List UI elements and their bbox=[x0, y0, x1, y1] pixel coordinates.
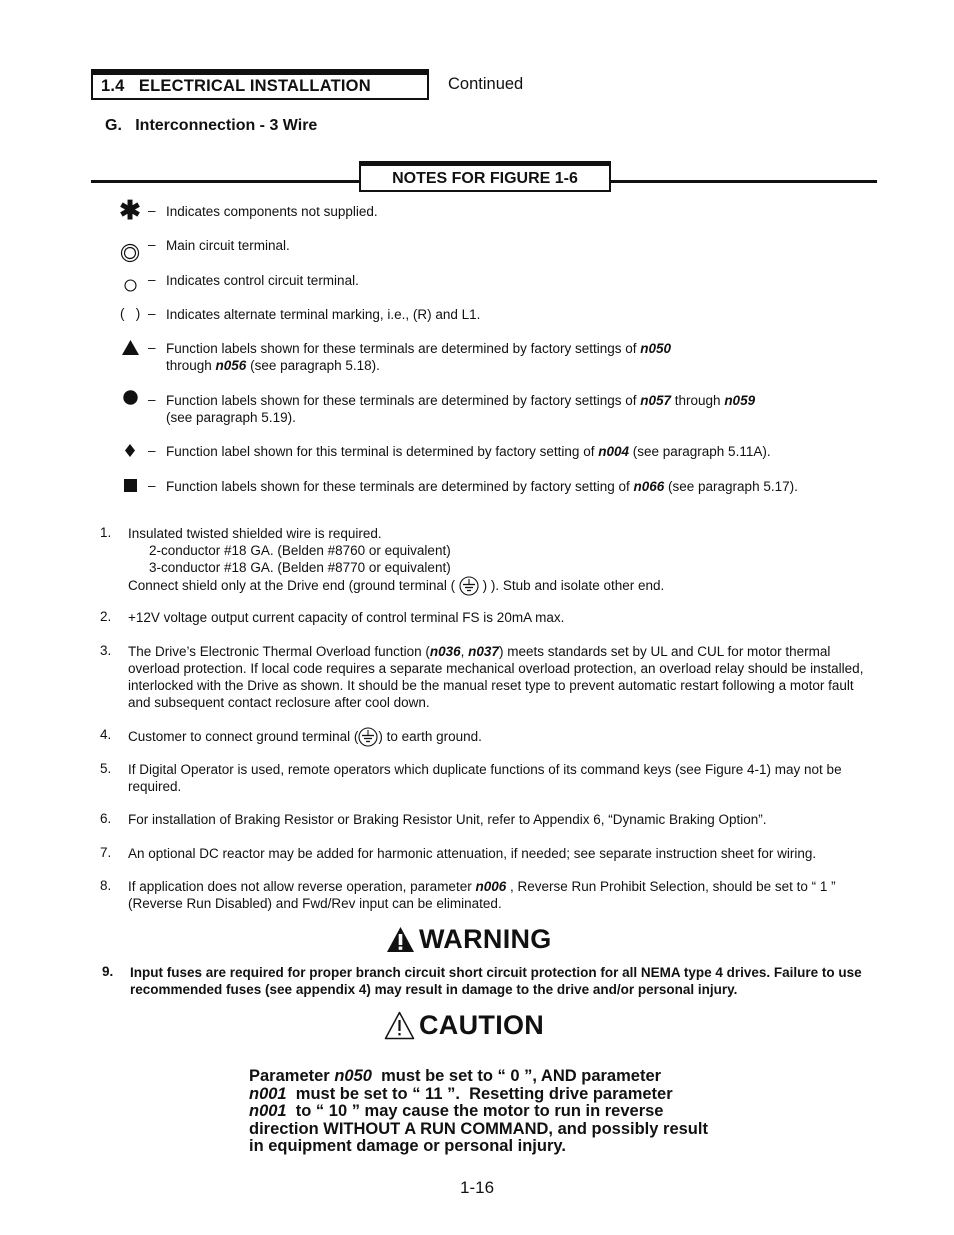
legend-dash: – bbox=[148, 272, 156, 287]
note-4-text: Customer to connect ground terminal ( ) to earth ground. bbox=[128, 727, 873, 747]
legend-dash: – bbox=[148, 203, 156, 218]
legend-dash: – bbox=[148, 340, 156, 355]
note-2-text: +12V voltage output current capacity of control terminal FS is 20mA max. bbox=[128, 610, 565, 625]
note-number: 3. bbox=[100, 643, 112, 658]
warning-header bbox=[386, 924, 552, 955]
note-8-text: If application does not allow reverse operation, parameter n006 , Reverse Run Prohibit Selection, should be set to “ 1 ” (Reverse Run Disabled) and Fwd/Rev input can be eliminated. bbox=[128, 879, 836, 911]
legend-control-circuit-text: Indicates control circuit terminal. bbox=[166, 273, 359, 288]
legend-asterisk-text: Indicates components not supplied. bbox=[166, 204, 378, 219]
note-1-text: Insulated twisted shielded wire is required. 2-conductor #18 GA. (Belden #8760 or equivalent) 3-conductor #18 GA. (Belden #8770 or equivalent) Connect shield only at the Drive end (ground terminal ( ) ). Stub and isolate other end. bbox=[128, 525, 873, 596]
note-5-text: If Digital Operator is used, remote operators which duplicate functions of its command keys (see Figure 4-1) may not be required. bbox=[128, 762, 842, 794]
legend-dash: – bbox=[148, 478, 156, 493]
caution-text: Parameter n050 must be set to “ 0 ”, AND parameter n001 must be set to “ 11 ”. Resetting drive parameter n001 to “ 10 ” may cause the motor to run in reverse direction WITHOUT A RUN COMMAND, and possibly result in equipment damage or personal injury. bbox=[249, 1067, 708, 1156]
asterisk-icon: ✱ bbox=[119, 195, 141, 225]
continued-label: Continued bbox=[448, 75, 524, 93]
note-number: 6. bbox=[100, 811, 112, 826]
note-3-text: The Drive’s Electronic Thermal Overload function (n036, n037) meets standards set by UL and CUL for motor thermal overload protection. If local code requires a separate mechanical overload protection, an overload relay should be installed, interlocked with the Drive as shown. It should be the manual reset type to prevent automatic restart following a motor fault and subsequent contact reclosure after cool down. bbox=[128, 644, 864, 710]
open-circle-icon bbox=[118, 278, 142, 292]
note-number: 7. bbox=[100, 845, 112, 860]
legend-diamond-text: Function label shown for this terminal is determined by factory setting of n004 (see paragraph 5.11A). bbox=[166, 444, 771, 459]
page-number: 1-16 bbox=[460, 1178, 495, 1197]
note-7-text: An optional DC reactor may be added for harmonic attenuation, if needed; see separate instruction sheet for wiring. bbox=[128, 846, 817, 861]
warning-text: Input fuses are required for proper branch circuit short circuit protection for all NEMA type 4 drives. Failure to use recommended fuses (see appendix 4) may result in damage to the drive and/or personal injury. bbox=[130, 965, 862, 997]
note-number: 4. bbox=[100, 727, 112, 742]
warning-triangle-icon bbox=[386, 926, 415, 953]
caution-triangle-icon bbox=[384, 1011, 415, 1040]
filled-triangle-icon bbox=[118, 339, 142, 355]
note-number: 2. bbox=[100, 609, 112, 624]
legend-dash: – bbox=[148, 306, 156, 321]
warning-title: WARNING bbox=[419, 924, 552, 954]
caution-title: CAUTION bbox=[419, 1010, 545, 1040]
note-6-text: For installation of Braking Resistor or Braking Resistor Unit, refer to Appendix 6, “Dynamic Braking Option”. bbox=[128, 812, 767, 827]
note-number: 1. bbox=[100, 525, 112, 540]
double-circle-icon bbox=[118, 242, 142, 264]
notes-banner bbox=[359, 161, 611, 192]
note-number: 5. bbox=[100, 761, 112, 776]
legend-dash: – bbox=[148, 392, 156, 407]
legend-dash: – bbox=[148, 237, 156, 252]
legend-dash: – bbox=[148, 443, 156, 458]
banner-rule-right bbox=[609, 180, 877, 183]
caution-header bbox=[384, 1010, 544, 1041]
parentheses-symbol: ( ) bbox=[120, 306, 141, 321]
legend-triangle-text: Function labels shown for these terminals are determined by factory settings of n050 through n056 (see paragraph 5.18). bbox=[166, 341, 672, 373]
filled-square-icon bbox=[118, 478, 142, 492]
subheading: G. Interconnection - 3 Wire bbox=[105, 117, 318, 134]
legend-alternate-text: Indicates alternate terminal marking, i.e., (R) and L1. bbox=[166, 307, 481, 322]
banner-rule-left bbox=[91, 180, 361, 183]
note-number: 8. bbox=[100, 878, 112, 893]
legend-main-circuit-text: Main circuit terminal. bbox=[166, 238, 290, 253]
notes-banner-title: NOTES FOR FIGURE 1-6 bbox=[392, 169, 578, 187]
note-number: 9. bbox=[102, 964, 114, 979]
section-title: 1.4 ELECTRICAL INSTALLATION bbox=[101, 77, 371, 95]
legend-square-text: Function labels shown for these terminals are determined by factory setting of n066 (see paragraph 5.17). bbox=[166, 479, 798, 494]
ground-symbol-icon bbox=[358, 727, 378, 747]
ground-symbol-icon bbox=[459, 576, 479, 596]
legend-circle-text: Function labels shown for these terminals are determined by factory settings of n057 through n059 (see paragraph 5.19). bbox=[166, 393, 756, 425]
filled-diamond-icon bbox=[118, 443, 142, 457]
filled-circle-icon bbox=[118, 389, 142, 405]
